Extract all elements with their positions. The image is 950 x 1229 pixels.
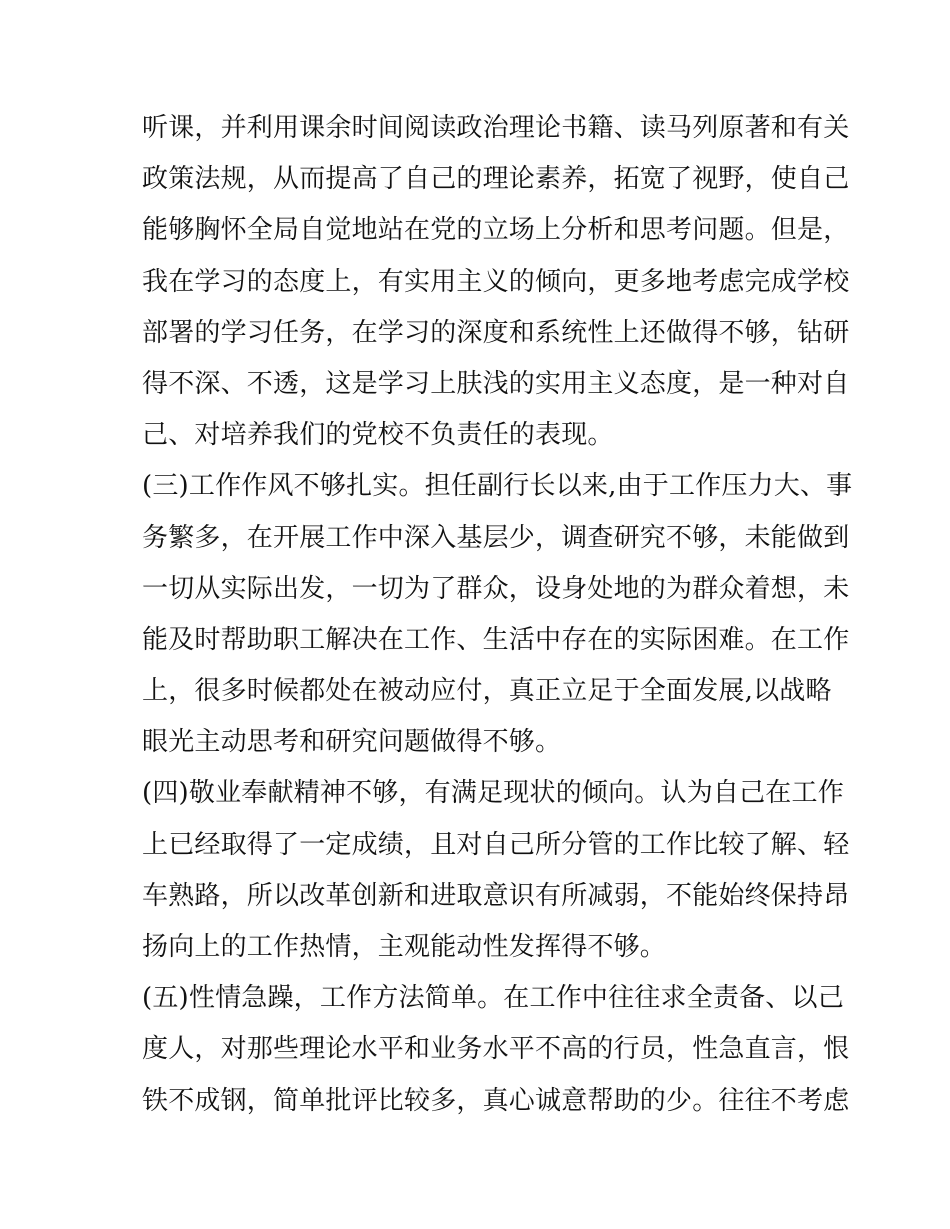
text-line: 一切从实际出发，一切为了群众，设身处地的为群众着想，未 [142, 573, 850, 604]
text-line: 己、对培养我们的党校不负责任的表现。 [142, 420, 614, 451]
text-line: 能够胸怀全局自觉地站在党的立场上分析和思考问题。但是， [142, 215, 850, 246]
section-heading-line: (四)敬业奉献精神不够，有满足现状的倾向。认为自己在工作 [142, 778, 844, 809]
text-line: 部署的学习任务，在学习的深度和系统性上还做得不够，钻研 [142, 317, 850, 348]
text-line: 能及时帮助职工解决在工作、生活中存在的实际困难。在工作 [142, 624, 850, 655]
text-line: 上，很多时候都处在被动应付，真正立足于全面发展,以战略 [142, 676, 832, 707]
section-heading-line: (五)性情急躁，工作方法简单。在工作中往往求全责备、以己 [142, 983, 844, 1014]
text-line: 扬向上的工作热情，主观能动性发挥得不够。 [142, 932, 667, 962]
body-text [142, 103, 853, 1127]
text-line: 铁不成钢，简单批评比较多，真心诚意帮助的少。往往不考虑 [142, 1085, 850, 1116]
text-line: 得不深、不透，这是学习上肤浅的实用主义态度，是一种对自 [142, 368, 850, 399]
text-line: 务繁多，在开展工作中深入基层少，调查研究不够，未能做到 [142, 522, 850, 553]
section-heading-line: (三)工作作风不够扎实。担任副行长以来,由于工作压力大、事 [142, 471, 853, 502]
text-line: 政策法规，从而提高了自己的理论素养，拓宽了视野，使自己 [142, 164, 850, 195]
text-line: 上已经取得了一定成绩，且对自己所分管的工作比较了解、轻 [142, 829, 850, 860]
text-line: 度人，对那些理论水平和业务水平不高的行员，性急直言，恨 [142, 1034, 850, 1065]
text-line: 车熟路，所以改革创新和进取意识有所减弱，不能始终保持昂 [142, 880, 850, 911]
text-line: 我在学习的态度上，有实用主义的倾向，更多地考虑完成学校 [142, 266, 850, 297]
text-line: 听课，并利用课余时间阅读政治理论书籍、读马列原著和有关 [142, 113, 850, 143]
text-line: 眼光主动思考和研究问题做得不够。 [142, 727, 562, 758]
